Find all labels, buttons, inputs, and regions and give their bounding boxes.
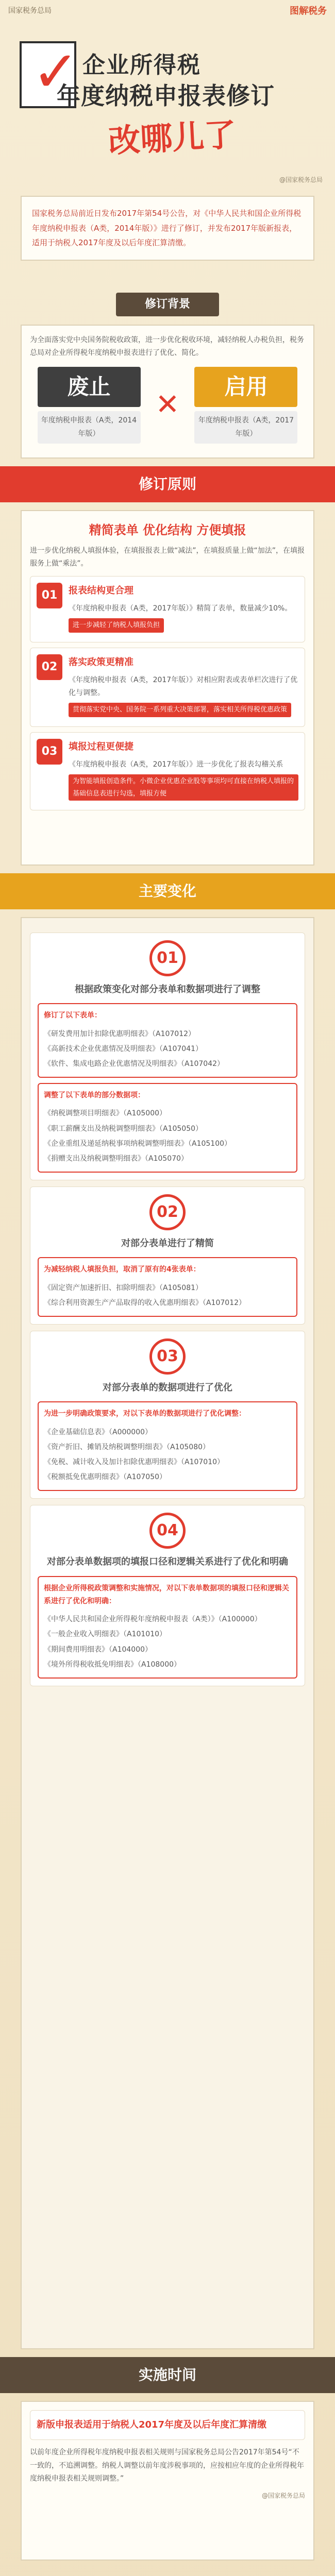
implementation-highlight: 新版申报表适用于纳税人2017年度及以后年度汇算清缴 xyxy=(30,2410,305,2440)
list-item: 《中华人民共和国企业所得税年度纳税申报表（A类）》（A100000） xyxy=(44,1615,262,1624)
list-item: 《高新技术企业优惠情况及明细表》（A107041） xyxy=(44,1044,203,1053)
change-list xyxy=(44,1281,291,1311)
change-number: 03 xyxy=(149,1338,186,1375)
change-title: 对部分表单进行了精简 xyxy=(121,1238,214,1249)
change-box-title: 根据企业所得税政策调整和实施情况，对以下表单数据项的填报口径和逻辑关系进行了优化和明确： xyxy=(44,1584,289,1605)
header-left: 国家税务总局 xyxy=(8,7,52,15)
principles-box xyxy=(21,510,314,866)
section-background-heading xyxy=(0,289,335,321)
change-card xyxy=(30,933,305,1180)
change-list xyxy=(44,1106,291,1166)
hero-title-2: 年度纳税申报表修订 xyxy=(57,82,275,110)
check-mark-icon: ✓ xyxy=(32,39,80,105)
list-item: 《纳税调整项目明细表》（A105000） xyxy=(44,1109,167,1118)
principle-tag: 进一步减轻了纳税人填报负担 xyxy=(69,618,164,632)
implementation-credit: @国家税务总局 xyxy=(261,2492,305,2499)
intro-text: 国家税务总局前近日发布2017年第54号公告，对《中华人民共和国企业所得税年度纳税申报表（A类，2014年版）》进行了修订，并发布2017年版新报表，适用于纳税人2017年度及以后年度汇算清缴。 xyxy=(32,209,301,247)
new-sub: 年度纳税申报表（A类，2017年版） xyxy=(194,411,297,443)
old-version xyxy=(38,367,141,443)
ribbon-background: 修订背景 xyxy=(116,293,219,316)
background-box xyxy=(21,325,314,459)
change-title: 对部分表单数据项的填报口径和逻辑关系进行了优化和明确 xyxy=(47,1556,288,1568)
change-number: 02 xyxy=(149,1194,186,1230)
list-item: 《资产折旧、摊销及纳税调整明细表》（A105080） xyxy=(44,1443,210,1451)
principles-desc: 进一步优化纳税人填报体验，在填报报表上做“减法”，在填报质量上做“加法”，在填报服务上做“乘法”。 xyxy=(30,547,305,568)
change-box xyxy=(38,1576,297,1679)
background-text: 为全面落实党中央国务院税收政策，进一步优化税收环境，减轻纳税人办税负担，税务总局对企业所得税年度纳税申报表进行了优化、简化。 xyxy=(30,336,304,358)
change-title: 对部分表单的数据项进行了优化 xyxy=(103,1382,232,1394)
changes-box xyxy=(21,917,314,2349)
change-box-title: 调整了以下表单的部分数据项： xyxy=(44,1091,145,1100)
principle-text: 《年度纳税申报表（A类，2017年版）》精简了表单，数量减少10%。 xyxy=(69,604,292,613)
principle-title: 报表结构更合理 xyxy=(69,585,133,596)
implementation-heading: 实施时间 xyxy=(0,2357,335,2393)
principles-headline: 精简表单 优化结构 方便填报 xyxy=(89,523,246,537)
principle-title: 落实政策更精准 xyxy=(69,656,133,668)
principle-number: 02 xyxy=(37,654,62,680)
list-item: 《职工薪酬支出及纳税调整明细表》（A105050） xyxy=(44,1124,203,1133)
new-version xyxy=(194,367,297,443)
list-item: 《研发费用加计扣除优惠明细表》（A107012） xyxy=(44,1029,196,1038)
brand-logo: 图解税务 xyxy=(290,6,327,16)
principle-content xyxy=(69,583,292,636)
change-box xyxy=(38,1257,297,1317)
change-number: 01 xyxy=(149,940,186,976)
principle-tag: 贯彻落实党中央、国务院一系列重大决策部署，落实相关所得税优惠政策 xyxy=(69,703,291,717)
change-card xyxy=(30,1505,305,1686)
principles-heading: 修订原则 xyxy=(0,466,335,502)
principle-number: 01 xyxy=(37,583,62,608)
change-title: 根据政策变化对部分表单和数据项进行了调整 xyxy=(75,984,260,995)
change-box-title: 为进一步明确政策要求，对以下表单的数据项进行了优化调整： xyxy=(44,1410,246,1418)
change-box xyxy=(38,1083,297,1173)
change-card xyxy=(30,1331,305,1499)
list-item: 《一般企业收入明细表》（A101010） xyxy=(44,1630,167,1639)
change-list xyxy=(44,1612,291,1672)
principle-content xyxy=(69,654,298,720)
list-item: 《境外所得税收抵免明细表》（A108000） xyxy=(44,1660,181,1669)
principle-text: 《年度纳税申报表（A类，2017年版）》对相应附表或表单栏次进行了优化与调整。 xyxy=(69,675,298,698)
list-item: 《企业重组及递延纳税事项纳税调整明细表》（A105100） xyxy=(44,1139,232,1148)
change-box-title: 为减轻纳税人填报负担，取消了原有的4张表单： xyxy=(44,1265,200,1274)
changes-heading: 主要变化 xyxy=(0,873,335,909)
new-label: 启用 xyxy=(194,367,297,407)
hero-title-1: 企业所得税 xyxy=(82,52,201,78)
list-item: 《企业基础信息表》（A000000） xyxy=(44,1428,153,1436)
top-bar xyxy=(0,0,335,21)
change-box xyxy=(38,1401,297,1491)
hero xyxy=(0,21,335,191)
principle-content xyxy=(69,739,298,804)
principle-item xyxy=(30,576,305,642)
principle-text: 《年度纳税申报表（A类，2017年版）》进一步优化了报表勾稽关系 xyxy=(69,760,283,769)
principle-item xyxy=(30,648,305,727)
change-box xyxy=(38,1003,297,1078)
list-item: 《固定资产加速折旧、扣除明细表》（A105081） xyxy=(44,1283,203,1292)
list-item: 《捐赠支出及纳税调整明细表》（A105070） xyxy=(44,1154,189,1163)
old-sub: 年度纳税申报表（A类，2014年版） xyxy=(38,411,141,443)
change-list xyxy=(44,1425,291,1485)
list-item: 《软件、集成电路企业优惠情况及明细表》（A107042） xyxy=(44,1059,225,1068)
change-number: 04 xyxy=(149,1513,186,1549)
list-item: 《免税、减计收入及加计扣除优惠明细表》（A107010） xyxy=(44,1458,225,1466)
principle-title: 填报过程更便捷 xyxy=(69,741,133,752)
compare-row xyxy=(30,367,305,443)
principle-number: 03 xyxy=(37,739,62,765)
old-label: 废止 xyxy=(38,367,141,407)
change-list xyxy=(44,1027,291,1072)
list-item: 《综合利用资源生产产品取得的收入优惠明细表》（A107012） xyxy=(44,1298,246,1307)
change-box-title: 修订了以下表单： xyxy=(44,1011,102,1020)
change-card xyxy=(30,1187,305,1325)
list-item: 《税额抵免优惠明细表》（A107050） xyxy=(44,1473,167,1482)
hero-credit: @国家税务总局 xyxy=(279,176,323,183)
principle-item xyxy=(30,732,305,810)
cross-icon: ✕ xyxy=(155,388,180,422)
list-item: 《期间费用明细表》（A104000） xyxy=(44,1645,153,1654)
implementation-text: 以前年度企业所得税年度纳税申报表相关规则与国家税务总局公告2017年第54号“不一致的，不追溯调整。纳税人调整以前年度涉税事项的，应按相应年度的企业所得税年度纳税申报表相关规则调整。” xyxy=(30,2448,304,2483)
intro-box xyxy=(21,196,314,261)
hero-title-3: 改哪儿了 xyxy=(107,115,238,160)
implementation-box xyxy=(21,2401,314,2561)
principle-tag: 为智能填报创造条件。小微企业优惠企业股等事项均可直接在纳税人填报的基础信息表进行勾选，填报方便 xyxy=(69,774,298,801)
